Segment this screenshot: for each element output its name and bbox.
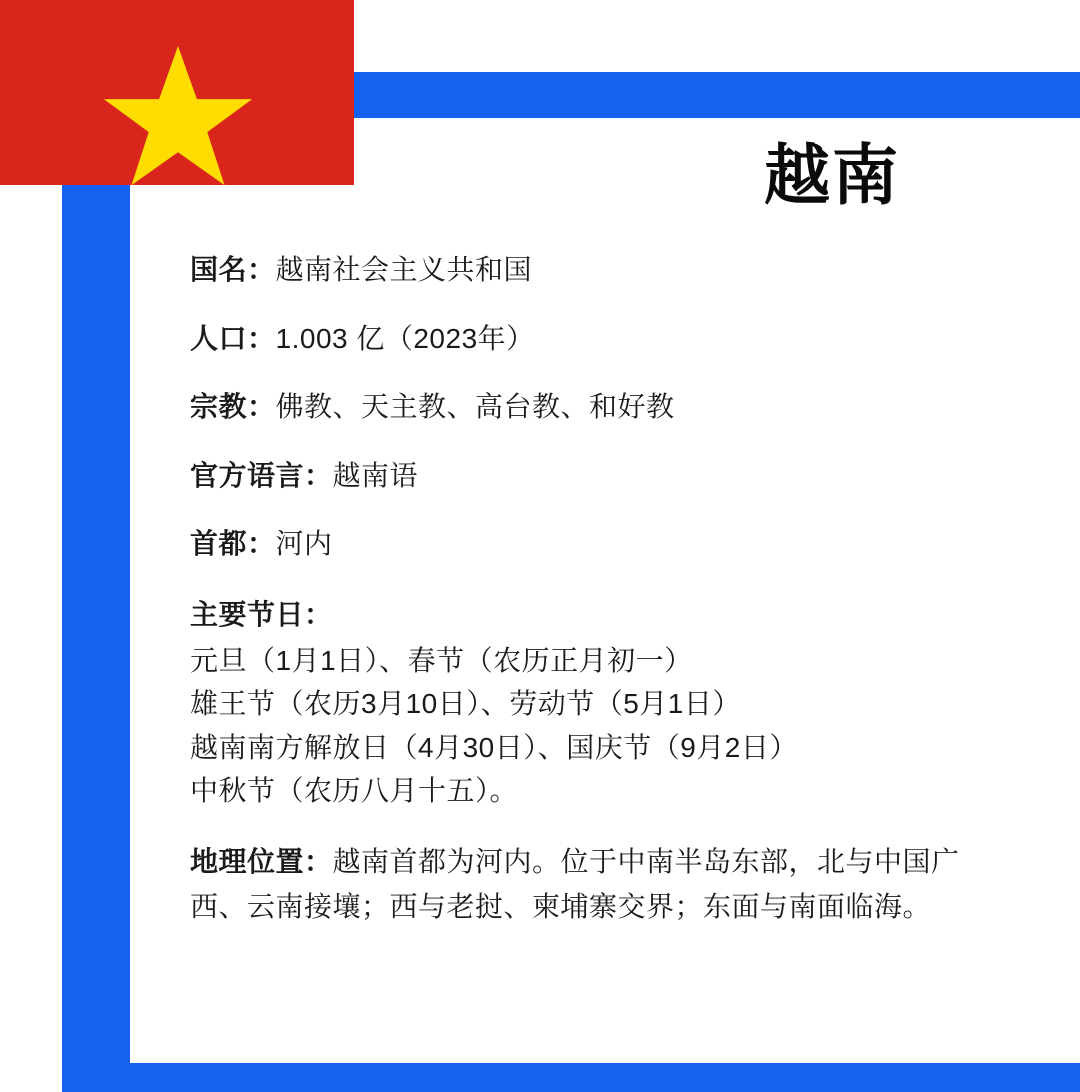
field-label: 宗教：: [190, 391, 276, 423]
field-value: 越南社会主义共和国: [275, 254, 533, 285]
festivals-line: 中秋节（农历八月十五）。: [190, 775, 519, 807]
festivals-line: 越南南方解放日（4月30日）、国庆节（9月2日）: [190, 731, 798, 763]
festivals-line: 元旦（1月1日）、春节（农历正月初一）: [190, 644, 693, 676]
field-label: 国名：: [190, 254, 276, 285]
field-major-festivals: [190, 593, 980, 813]
vietnam-flag: [0, 0, 354, 185]
field-value: 1.003 亿（2023年）: [275, 322, 535, 354]
field-religion: [190, 387, 980, 428]
field-value: 越南语: [332, 459, 419, 491]
five-pointed-star-icon: [98, 38, 258, 185]
field-geography: [190, 839, 980, 930]
festivals-line: 雄王节（农历3月10日）、劳动节（5月1日）: [190, 688, 741, 720]
festivals-label: 主要节日：: [190, 598, 333, 630]
field-population: [190, 319, 980, 360]
field-capital: [190, 524, 980, 565]
field-label: 人口：: [190, 322, 276, 354]
page-title: 越南: [764, 138, 900, 212]
field-country-name: [190, 250, 980, 291]
field-value: 河内: [275, 528, 333, 560]
field-official-language: [190, 456, 980, 497]
field-value: 佛教、天主教、高台教、和好教: [275, 391, 675, 423]
field-label: 官方语言：: [190, 459, 333, 491]
geography-label: 地理位置：: [190, 845, 333, 877]
country-details: [190, 250, 980, 929]
geography-text: 越南首都为河内。位于中南半岛东部，北与中国广西、云南接壤；西与老挝、柬埔寨交界；东面与南面临海。: [190, 845, 960, 922]
field-label: 首都：: [190, 528, 276, 560]
